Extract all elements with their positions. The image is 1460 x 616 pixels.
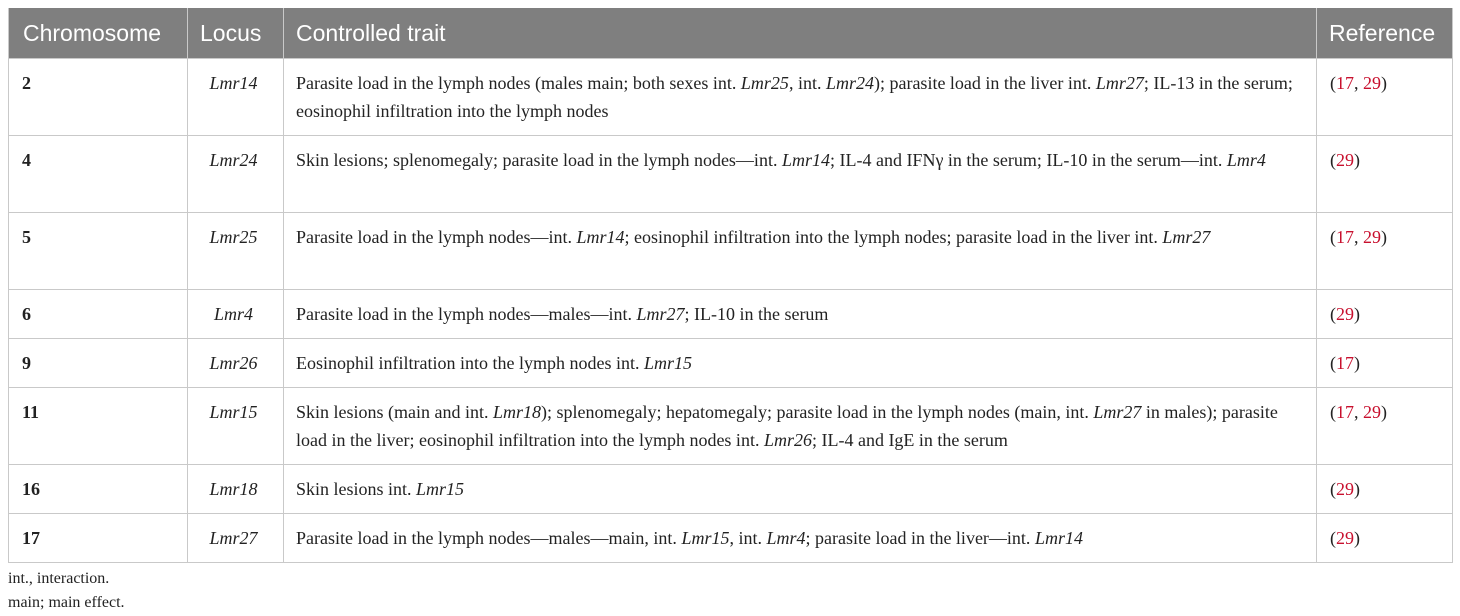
header-reference: Reference — [1317, 8, 1453, 59]
trait-locus-ref: Lmr18 — [493, 402, 542, 422]
trait-locus-ref: Lmr14 — [1034, 528, 1083, 548]
trait-locus-ref: Lmr14 — [576, 227, 625, 247]
cell-chromosome: 2 — [9, 59, 188, 136]
trait-text: ; IL-4 and IFNγ in the serum; IL-10 in the serum—int. — [829, 150, 1227, 170]
cell-chromosome: 11 — [9, 388, 188, 465]
header-controlled-trait: Controlled trait — [284, 8, 1317, 59]
footnote: main; main effect. — [8, 594, 125, 611]
table-row — [9, 59, 1453, 136]
reference-link[interactable]: 29 — [1363, 227, 1381, 247]
trait-locus-ref: Lmr4 — [1226, 150, 1266, 170]
trait-text: Eosinophil infiltration into the lymph nodes int. — [296, 353, 644, 373]
trait-text: , int. — [729, 528, 767, 548]
cell-reference: (17, 29) — [1317, 388, 1453, 465]
table-row — [9, 290, 1453, 339]
trait-text: Skin lesions; splenomegaly; parasite load in the lymph nodes—int. — [296, 150, 782, 170]
table-body — [9, 59, 1453, 563]
cell-controlled-trait — [284, 290, 1317, 339]
trait-text: ; eosinophil infiltration into the lymph nodes; parasite load in the liver int. — [624, 227, 1163, 247]
cell-reference: (17) — [1317, 339, 1453, 388]
cell-chromosome: 17 — [9, 514, 188, 563]
table-row — [9, 465, 1453, 514]
table-row — [9, 136, 1453, 213]
header-row — [9, 8, 1453, 59]
cell-locus: Lmr25 — [188, 213, 284, 290]
header-locus: Locus — [188, 8, 284, 59]
trait-text: in males); parasite load in the liver; eosinophil infiltration into the lymph nodes int. — [296, 402, 1278, 450]
trait-locus-ref: Lmr15 — [681, 528, 730, 548]
trait-text: ); parasite load in the liver int. — [873, 73, 1096, 93]
cell-reference: (29) — [1317, 514, 1453, 563]
reference-link[interactable]: 17 — [1336, 73, 1354, 93]
table-container — [8, 8, 1452, 563]
cell-reference: (17, 29) — [1317, 213, 1453, 290]
trait-text: Parasite load in the lymph nodes—males—main, int. — [296, 528, 682, 548]
trait-text: ; IL-10 in the serum — [684, 304, 829, 324]
reference-link[interactable]: 29 — [1336, 304, 1354, 324]
reference-link[interactable]: 29 — [1336, 479, 1354, 499]
cell-controlled-trait — [284, 213, 1317, 290]
cell-controlled-trait — [284, 339, 1317, 388]
cell-chromosome: 4 — [9, 136, 188, 213]
cell-reference: (17, 29) — [1317, 59, 1453, 136]
trait-text: Parasite load in the lymph nodes (males main; both sexes int. — [296, 73, 741, 93]
trait-locus-ref: Lmr15 — [416, 479, 465, 499]
cell-locus: Lmr4 — [188, 290, 284, 339]
trait-locus-ref: Lmr27 — [1093, 402, 1142, 422]
cell-locus: Lmr14 — [188, 59, 284, 136]
trait-locus-ref: Lmr15 — [643, 353, 692, 373]
trait-locus-ref: Lmr27 — [1095, 73, 1144, 93]
cell-reference: (29) — [1317, 465, 1453, 514]
trait-text: , int. — [788, 73, 826, 93]
table-footnotes — [8, 567, 125, 615]
cell-reference: (29) — [1317, 290, 1453, 339]
reference-link[interactable]: 29 — [1363, 73, 1381, 93]
cell-controlled-trait — [284, 514, 1317, 563]
reference-link[interactable]: 29 — [1336, 528, 1354, 548]
loci-table — [8, 8, 1453, 563]
cell-locus: Lmr18 — [188, 465, 284, 514]
reference-link[interactable]: 17 — [1336, 353, 1354, 373]
cell-controlled-trait — [284, 388, 1317, 465]
cell-chromosome: 16 — [9, 465, 188, 514]
trait-text: Skin lesions int. — [296, 479, 417, 499]
reference-link[interactable]: 29 — [1363, 402, 1381, 422]
table-row — [9, 514, 1453, 563]
trait-text: ; IL-13 in the serum; eosinophil infiltration into the lymph nodes — [296, 73, 1293, 121]
trait-text: Parasite load in the lymph nodes—int. — [296, 227, 577, 247]
reference-link[interactable]: 17 — [1336, 402, 1354, 422]
table-row — [9, 388, 1453, 465]
table-row — [9, 213, 1453, 290]
trait-locus-ref: Lmr26 — [763, 430, 812, 450]
trait-locus-ref: Lmr24 — [825, 73, 874, 93]
trait-text: Parasite load in the lymph nodes—males—int. — [296, 304, 637, 324]
cell-locus: Lmr15 — [188, 388, 284, 465]
header-chromosome: Chromosome — [9, 8, 188, 59]
trait-locus-ref: Lmr4 — [766, 528, 806, 548]
trait-text: ; parasite load in the liver—int. — [805, 528, 1035, 548]
reference-link[interactable]: 29 — [1336, 150, 1354, 170]
cell-chromosome: 6 — [9, 290, 188, 339]
cell-controlled-trait — [284, 465, 1317, 514]
cell-controlled-trait — [284, 136, 1317, 213]
cell-reference: (29) — [1317, 136, 1453, 213]
trait-text: ; IL-4 and IgE in the serum — [811, 430, 1008, 450]
reference-link[interactable]: 17 — [1336, 227, 1354, 247]
trait-locus-ref: Lmr25 — [740, 73, 789, 93]
cell-locus: Lmr26 — [188, 339, 284, 388]
cell-chromosome: 5 — [9, 213, 188, 290]
trait-locus-ref: Lmr14 — [781, 150, 830, 170]
cell-controlled-trait — [284, 59, 1317, 136]
footnote: int., interaction. — [8, 570, 110, 587]
trait-locus-ref: Lmr27 — [636, 304, 685, 324]
trait-text: ); splenomegaly; hepatomegaly; parasite load in the lymph nodes (main, int. — [541, 402, 1094, 422]
cell-chromosome: 9 — [9, 339, 188, 388]
table-header — [9, 8, 1453, 59]
trait-locus-ref: Lmr27 — [1162, 227, 1211, 247]
trait-text: Skin lesions (main and int. — [296, 402, 493, 422]
cell-locus: Lmr24 — [188, 136, 284, 213]
cell-locus: Lmr27 — [188, 514, 284, 563]
table-row — [9, 339, 1453, 388]
